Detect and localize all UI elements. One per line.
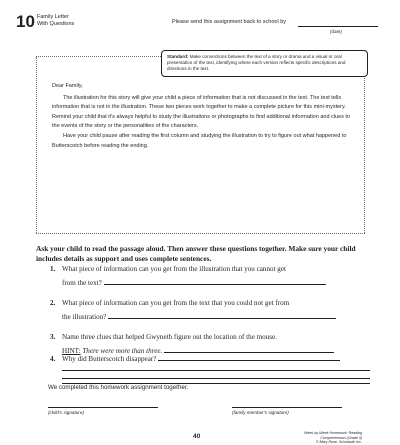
question-text	[62, 296, 370, 324]
letter-salutation: Dear Family,	[52, 83, 83, 89]
answer-line[interactable]	[62, 366, 370, 379]
family-letter	[52, 82, 352, 151]
answer-line[interactable]	[108, 313, 336, 319]
credit-line-2: © Mary Rose, Scholastic Inc.	[315, 440, 362, 445]
hint-text: There were more than three.	[82, 347, 163, 355]
unit-title-line-2: With Questions	[37, 20, 75, 27]
copyright-credit	[288, 431, 362, 445]
instructions: Ask your child to read the passage aloud. Then answer these questions together. Make sure your child includes details as support and uses complete sentences.	[36, 244, 356, 263]
child-signature-label: (child’s signature)	[48, 410, 84, 415]
page-header	[12, 10, 392, 36]
question-text	[62, 352, 370, 366]
question-number: 2.	[50, 299, 56, 307]
date-label: (date)	[330, 29, 342, 34]
answer-line[interactable]	[158, 355, 340, 361]
return-note: Please send this assignment back to school by	[172, 19, 287, 25]
question-text-line-1: What piece of information can you get from the illustration that you cannot get	[62, 265, 286, 273]
completed-statement: We completed this homework assignment together.	[48, 384, 189, 391]
family-signature-field[interactable]	[232, 398, 342, 408]
question-number: 3.	[50, 333, 56, 341]
return-date-field[interactable]	[298, 26, 378, 27]
question-number: 4.	[50, 355, 56, 363]
family-signature-label: (family member’s signature)	[232, 410, 289, 415]
letter-paragraph-2: Have your child pause after reading the first column and studying the illustration to try to figure out what happened to Butterscotch before reading the ending.	[52, 132, 347, 149]
letter-paragraph-1: The illustration for this story will give your child a piece of information that is not discussed in the text. The text tells information that is not in the illustration. These two pieces work together to make a complete picture for this mini-mystery. Remind your child that it’s always helpful to study the illustrations or photographs to find additional information and clues to the events of the story or the personalities of the characters.	[52, 94, 350, 130]
question-text-line-1: Why did Butterscotch disappear?	[62, 355, 157, 363]
question-text-line-2: the illustration?	[62, 313, 107, 321]
credit-line-1: Week-by-Week Homework: Reading Comprehension (Grade 4)	[304, 431, 362, 440]
standard-text: Make connections between the text of a story or drama and a visual or oral presentation of the text, identifying where each version reflects specific descriptions and directions in the text.	[167, 54, 346, 71]
page-number: 40	[193, 433, 201, 440]
question-number: 1.	[50, 265, 56, 273]
unit-number: 10	[16, 12, 35, 31]
question-4	[50, 352, 370, 379]
question-text	[62, 262, 370, 290]
standard-box	[161, 50, 368, 77]
question-2	[50, 296, 370, 324]
unit-title	[37, 14, 87, 27]
question-text-line-1: What piece of information can you get from the text that you could not get from	[62, 299, 290, 307]
answer-line[interactable]	[104, 279, 326, 285]
hint-label: HINT:	[62, 347, 81, 355]
child-signature-field[interactable]	[48, 398, 158, 408]
unit-title-line-1: Family Letter	[37, 14, 69, 20]
question-1	[50, 262, 370, 290]
question-text-line-2: from the text?	[62, 279, 102, 287]
question-text-line-1: Name three clues that helped Gwyneth figure out the location of the mouse.	[62, 333, 277, 341]
standard-label: Standard:	[167, 54, 189, 59]
